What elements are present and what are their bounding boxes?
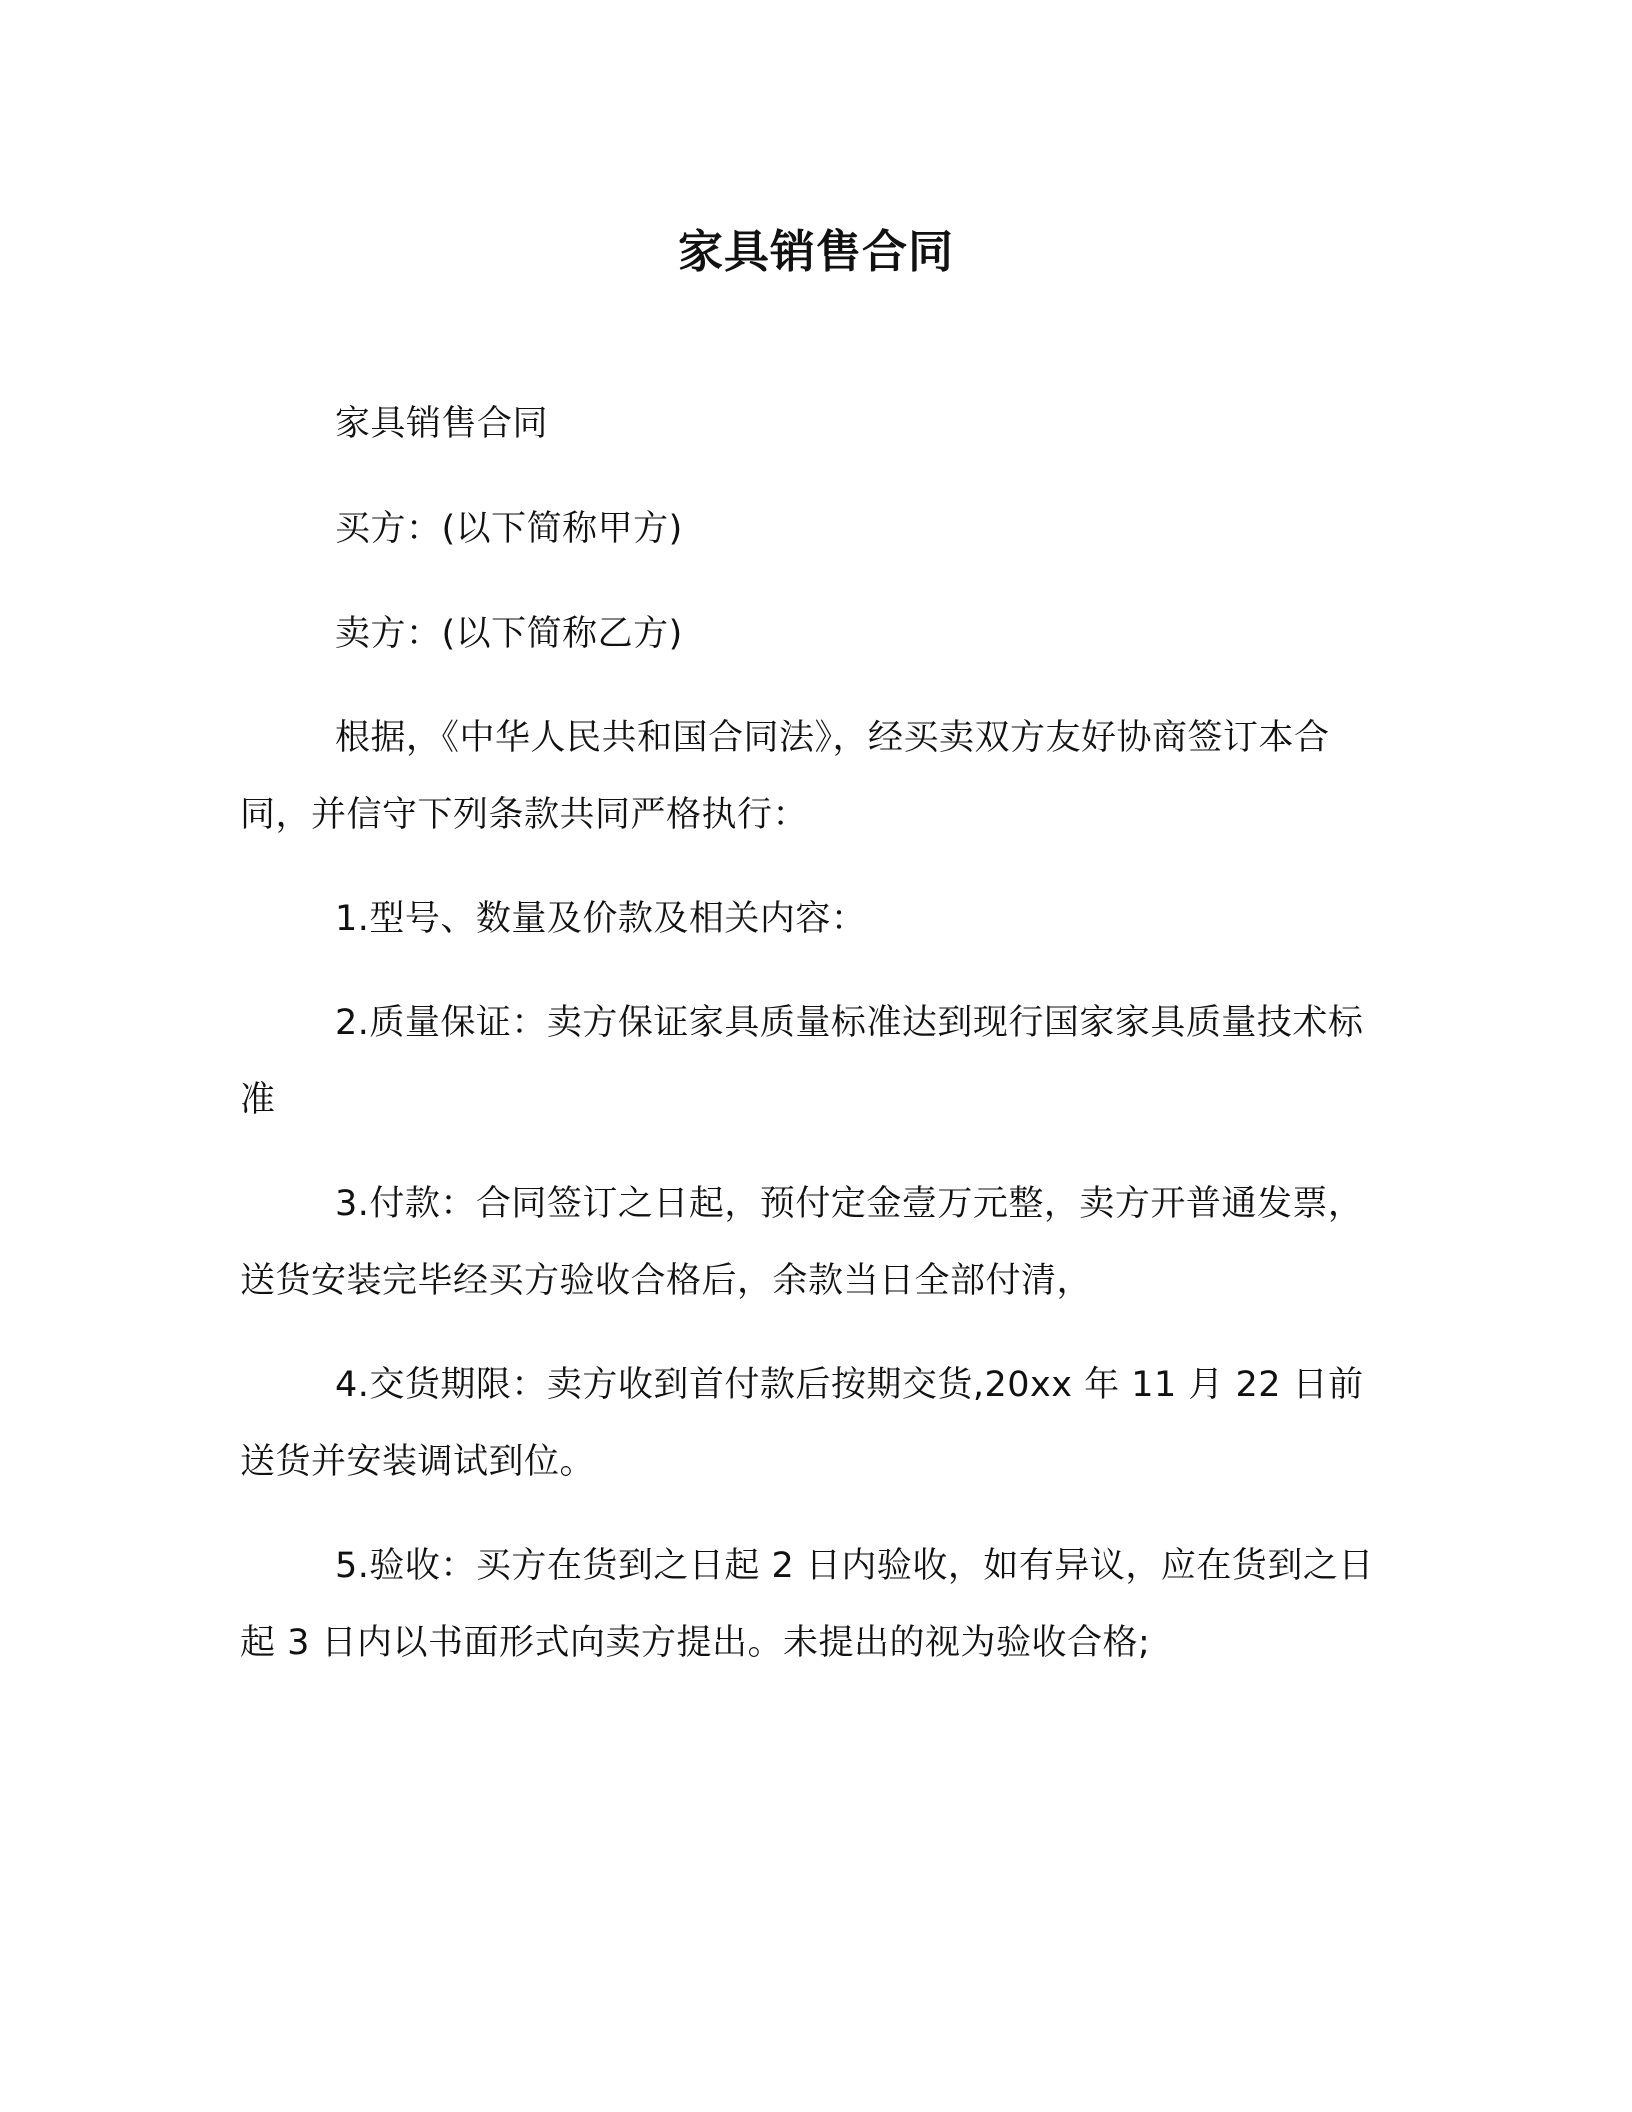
clause-5: 5.验收：买方在货到之日起 2 日内验收，如有异议，应在货到之日起 3 日内以书面形式向卖方提出。未提出的视为验收合格; (240, 1546, 1374, 1663)
clause-1: 1.型号、数量及价款及相关内容： (335, 899, 867, 939)
clause-2: 2.质量保证：卖方保证家具质量标准达到现行国家家具质量技术标准 (240, 1003, 1364, 1120)
intro-paragraph: 根据，《中华人民共和国合同法》，经买卖双方友好协商签订本合同，并信守下列条款共同严格执行： (240, 718, 1330, 835)
seller-line: 卖方：(以下简称乙方) (335, 614, 683, 654)
clause-3: 3.付款：合同签订之日起，预付定金壹万元整，卖方开普通发票，送货安装完毕经买方验收合格后，余款当日全部付清， (240, 1184, 1364, 1301)
document-title: 家具销售合同 (677, 225, 954, 278)
buyer-line: 买方：(以下简称甲方) (335, 509, 683, 549)
contract-heading: 家具销售合同 (335, 404, 549, 444)
clause-4: 4.交货期限：卖方收到首付款后按期交货,20xx 年 11 月 22 日前送货并安装调试到位。 (240, 1365, 1364, 1482)
